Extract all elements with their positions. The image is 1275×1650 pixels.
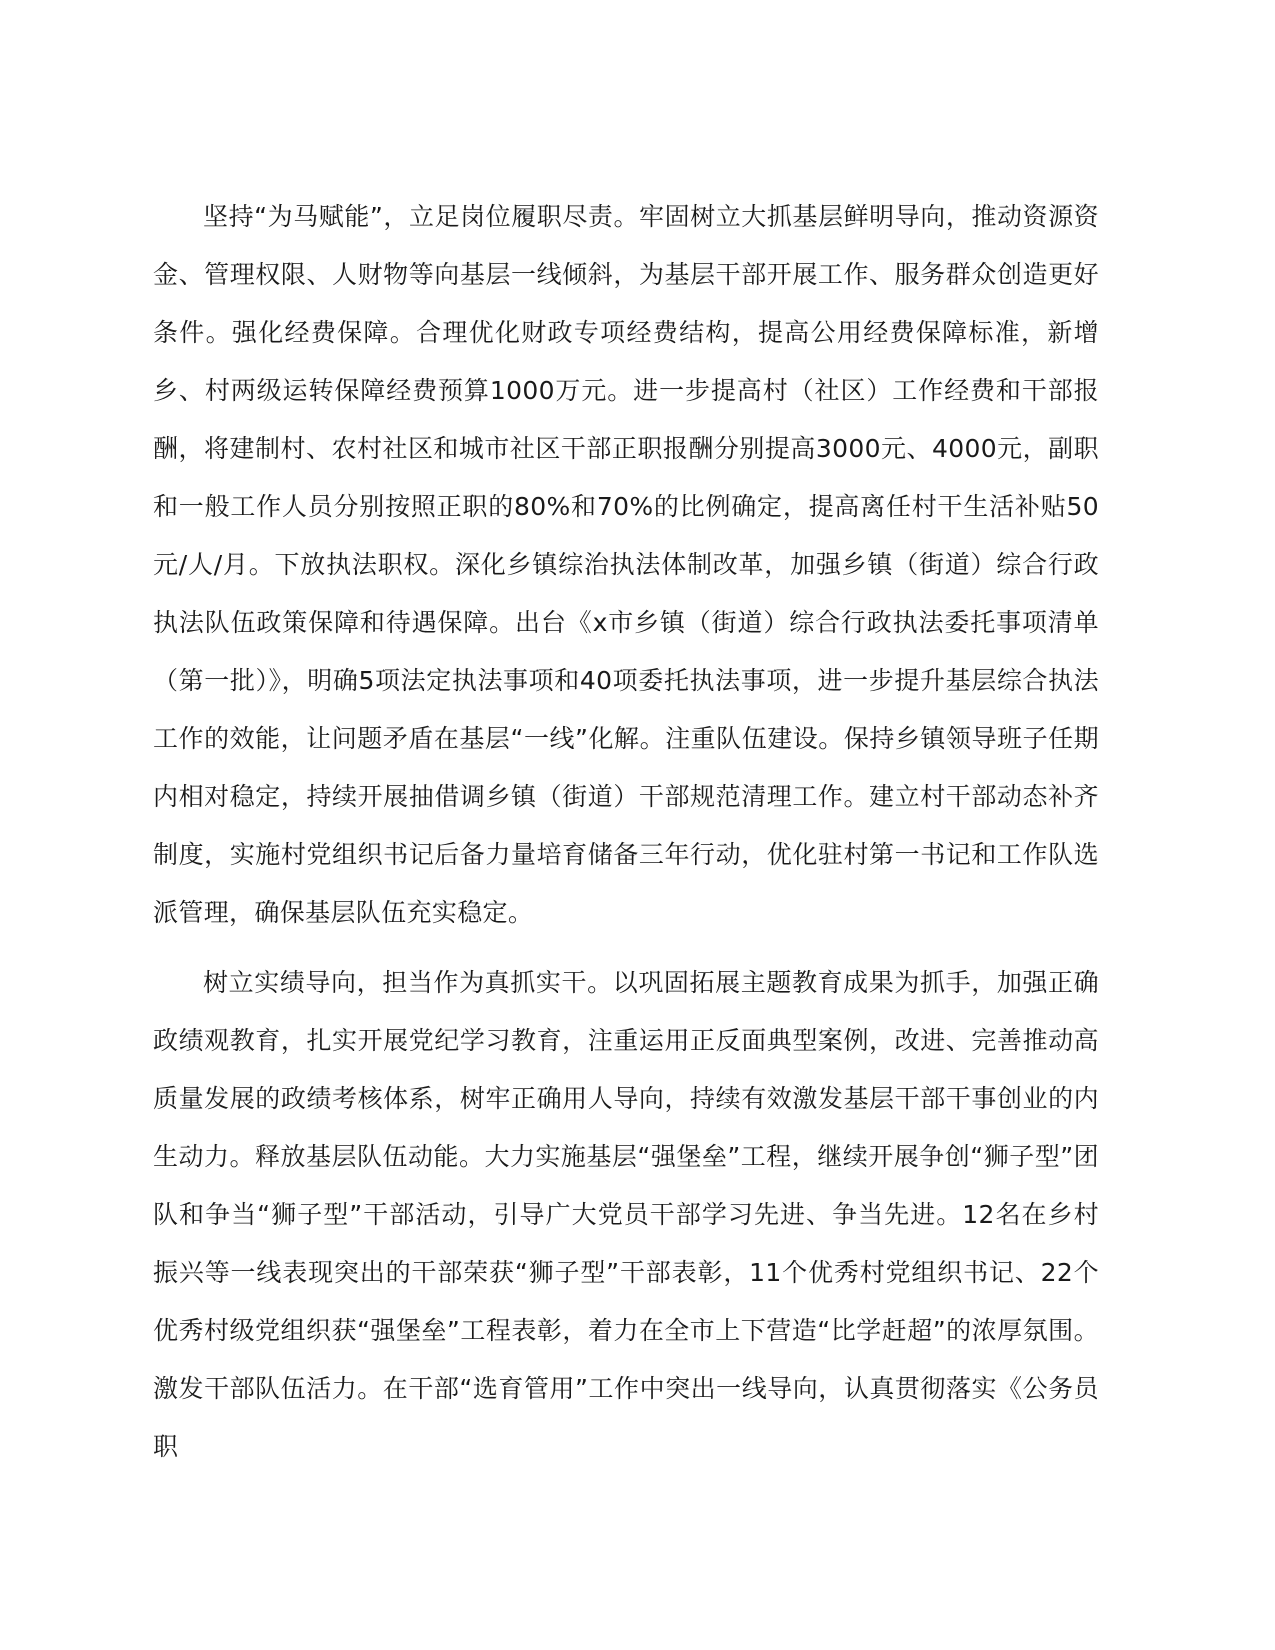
paragraph-1: 坚持“为马赋能”，立足岗位履职尽责。牢固树立大抓基层鲜明导向，推动资源资金、管理权限、人财物等向基层一线倾斜，为基层干部开展工作、服务群众创造更好条件。强化经费保障。合理优化财政专项经费结构，提高公用经费保障标准，新增乡、村两级运转保障经费预算1000万元。进一步提高村（社区）工作经费和干部报酬，将建制村、农村社区和城市社区干部正职报酬分别提高3000元、4000元，副职和一般工作人员分别按照正职的80%和70%的比例确定，提高离任村干生活补贴50元/人/月。下放执法职权。深化乡镇综治执法体制改革，加强乡镇（街道）综合行政执法队伍政策保障和待遇保障。出台《x市乡镇（街道）综合行政执法委托事项清单（第一批）》，明确5项法定执法事项和40项委托执法事项，进一步提升基层综合执法工作的效能，让问题矛盾在基层“一线”化解。注重队伍建设。保持乡镇领导班子任期内相对稳定，持续开展抽借调乡镇（街道）干部规范清理工作。建立村干部动态补齐制度，实施村党组织书记后备力量培育储备三年行动，优化驻村第一书记和工作队选派管理，确保基层队伍充实稳定。 (153, 202, 1099, 927)
document-body (153, 188, 1099, 1488)
paragraph-2: 树立实绩导向，担当作为真抓实干。以巩固拓展主题教育成果为抓手，加强正确政绩观教育，扎实开展党纪学习教育，注重运用正反面典型案例，改进、完善推动高质量发展的政绩考核体系，树牢正确用人导向，持续有效激发基层干部干事创业的内生动力。释放基层队伍动能。大力实施基层“强堡垒”工程，继续开展争创“狮子型”团队和争当“狮子型”干部活动，引导广大党员干部学习先进、争当先进。12名在乡村振兴等一线表现突出的干部荣获“狮子型”干部表彰，11个优秀村党组织书记、22个优秀村级党组织获“强堡垒”工程表彰，着力在全市上下营造“比学赶超”的浓厚氛围。激发干部队伍活力。在干部“选育管用”工作中突出一线导向，认真贯彻落实《公务员职 (153, 968, 1099, 1461)
